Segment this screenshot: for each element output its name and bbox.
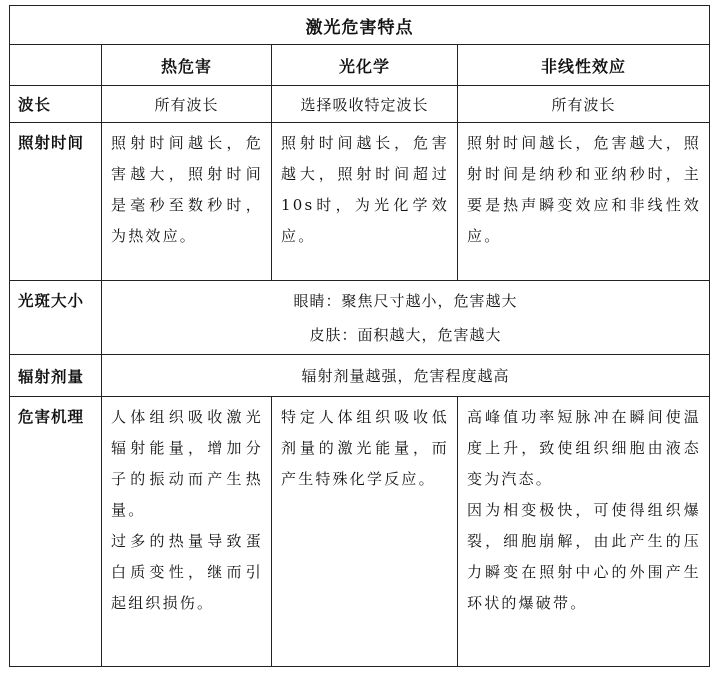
mechanism-thermal-para-1: 人体组织吸收激光辐射能量，增加分子的振动而产生热量。 xyxy=(111,408,263,519)
corner-cell xyxy=(10,45,102,86)
row-mechanism xyxy=(10,397,710,667)
header-thermal: 热危害 xyxy=(102,45,272,86)
row-label-dose: 辐射剂量 xyxy=(10,355,102,397)
row-label-mechanism: 危害机理 xyxy=(10,397,102,667)
title-row xyxy=(10,6,710,45)
cell-dose: 辐射剂量越强，危害程度越高 xyxy=(102,355,710,397)
laser-hazard-table xyxy=(9,5,710,667)
cell-exposure-nonlinear: 照射时间越长，危害越大，照射时间是纳秒和亚纳秒时，主要是热声瞬变效应和非线性效应。 xyxy=(458,123,710,281)
header-nonlinear: 非线性效应 xyxy=(458,45,710,86)
row-wavelength xyxy=(10,86,710,123)
cell-mechanism-nonlinear xyxy=(458,397,710,667)
row-label-exposure-time: 照射时间 xyxy=(10,123,102,281)
mechanism-photochemical-para-1: 特定人体组织吸收低剂量的激光能量，而产生特殊化学反应。 xyxy=(281,408,449,488)
cell-wavelength-nonlinear: 所有波长 xyxy=(458,86,710,123)
header-row xyxy=(10,45,710,86)
row-spot-size xyxy=(10,281,710,355)
mechanism-thermal-para-2: 过多的热量导致蛋白质变性，继而引起组织损伤。 xyxy=(111,532,263,612)
spot-size-eye-line: 眼睛：聚焦尺寸越小，危害越大 xyxy=(293,291,518,310)
cell-mechanism-thermal xyxy=(102,397,272,667)
row-dose xyxy=(10,355,710,397)
cell-exposure-photochemical: 照射时间越长，危害越大，照射时间超过10s时，为光化学效应。 xyxy=(272,123,458,281)
header-photochemical: 光化学 xyxy=(272,45,458,86)
cell-wavelength-thermal: 所有波长 xyxy=(102,86,272,123)
table-title: 激光危害特点 xyxy=(10,6,710,45)
row-label-wavelength: 波长 xyxy=(10,86,102,123)
cell-wavelength-photochemical: 选择吸收特定波长 xyxy=(272,86,458,123)
row-exposure-time xyxy=(10,123,710,281)
cell-spot-size xyxy=(102,281,710,355)
cell-exposure-thermal: 照射时间越长，危害越大，照射时间是毫秒至数秒时，为热效应。 xyxy=(102,123,272,281)
cell-mechanism-photochemical xyxy=(272,397,458,667)
mechanism-nonlinear-para-1: 高峰值功率短脉冲在瞬间使温度上升，致使组织细胞由液态变为汽态。 xyxy=(467,408,701,488)
mechanism-nonlinear-para-2: 因为相变极快，可使得组织爆裂，细胞崩解，由此产生的压力瞬变在照射中心的外围产生环状的爆破带。 xyxy=(467,501,701,612)
row-label-spot-size: 光斑大小 xyxy=(10,281,102,355)
spot-size-skin-line: 皮肤：面积越大，危害越大 xyxy=(309,325,502,344)
